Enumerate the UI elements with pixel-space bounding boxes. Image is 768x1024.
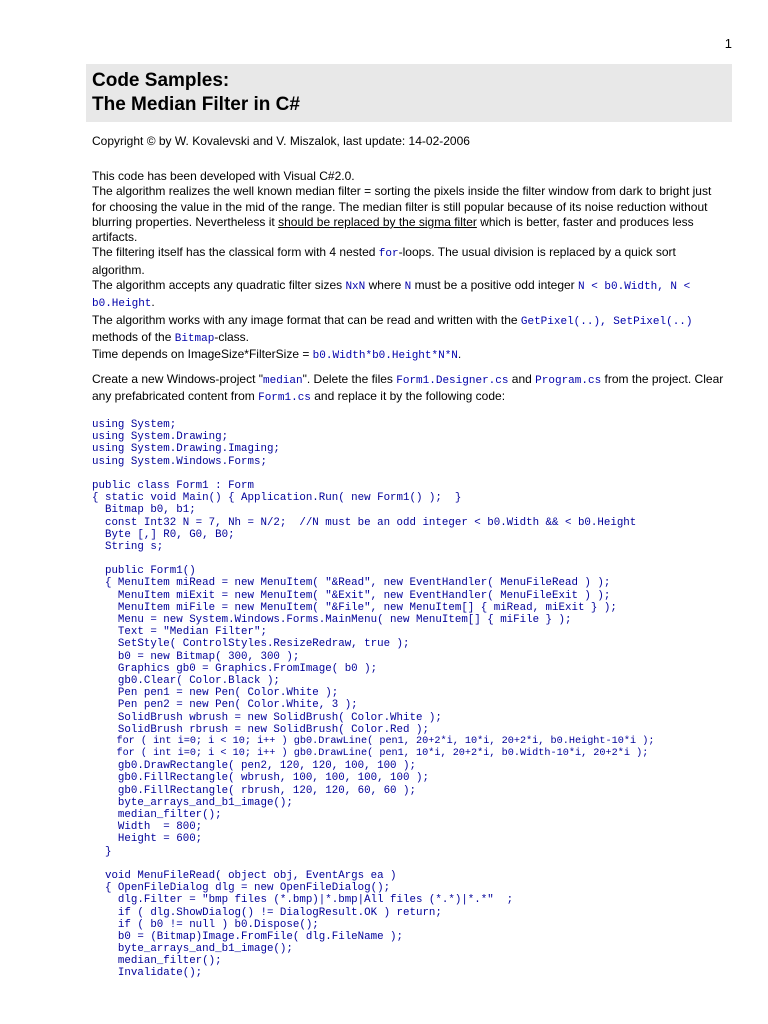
code-line: Bitmap b0, b1; <box>92 504 196 517</box>
intro-paragraph-5: The algorithm works with any image format that can be read and written with the GetPixel(..), SetPixel(..) methods of the Bitmap-class. <box>92 312 693 345</box>
code-line: String s; <box>92 540 164 553</box>
code-line: using System.Drawing.Imaging; <box>92 443 280 456</box>
code-line: for ( int i=0; i < 10; i++ ) gb0.DrawLine( pen1, 10*i, 20+2*i, b0.Width-10*i, 20+2*i ); <box>92 748 649 760</box>
code-line: byte_arrays_and_b1_image(); <box>92 796 293 809</box>
code-line: SolidBrush wbrush = new SolidBrush( Color.White ); <box>92 711 442 724</box>
sigma-filter-link[interactable]: should be replaced by the sigma filter <box>278 214 477 229</box>
code-line: Text = "Median Filter"; <box>92 626 267 639</box>
code-line: using System.Windows.Forms; <box>92 455 267 468</box>
intro-paragraph-1: This code has been developed with Visual C#2.0. <box>92 169 355 183</box>
code-line: b0 = new Bitmap( 300, 300 ); <box>92 650 300 663</box>
code-line: } <box>92 845 112 858</box>
code-line: Menu = new System.Windows.Forms.MainMenu( new MenuItem[] { miFile } ); <box>92 614 572 626</box>
code-line: dlg.Filter = "bmp files (*.bmp)|*.bmp|All files (*.*)|*.*" ; <box>92 894 514 907</box>
code-line: void MenuFileRead( object obj, EventArgs ea ) <box>92 869 397 882</box>
title-box <box>86 64 732 122</box>
code-line <box>92 468 654 480</box>
title-line-2: The Median Filter in C# <box>92 94 300 115</box>
code-line: Pen pen1 = new Pen( Color.White ); <box>92 687 339 700</box>
code-line: byte_arrays_and_b1_image(); <box>92 943 293 956</box>
code-line: Pen pen2 = new Pen( Color.White, 3 ); <box>92 699 358 712</box>
code-block <box>92 419 654 980</box>
intro-paragraph-6: Time depends on ImageSize*FilterSize = b0.Width*b0.Height*N*N. <box>92 347 462 363</box>
intro-paragraph-4: The algorithm accepts any quadratic filter sizes NxN where N must be a positive odd integer N < b0.Width, N < b0.Height. <box>92 278 691 311</box>
code-line: { OpenFileDialog dlg = new OpenFileDialog(); <box>92 882 391 895</box>
code-line: using System; <box>92 419 177 431</box>
code-line: public Form1() <box>92 565 196 578</box>
code-line: MenuItem miFile = new MenuItem( "&File", new MenuItem[] { miRead, miExit } ); <box>92 601 617 614</box>
code-line: if ( dlg.ShowDialog() != DialogResult.OK ) return; <box>92 906 442 919</box>
page-number: 1 <box>724 36 732 51</box>
instructions-paragraph: Create a new Windows-project "median". Delete the files Form1.Designer.cs and Program.cs from the project. Clear any prefabricated content from Form1.cs and replace it by the following code: <box>92 372 724 405</box>
code-line: for ( int i=0; i < 10; i++ ) gb0.DrawLine( pen1, 20+2*i, 10*i, 20+2*i, b0.Height-10*i ); <box>92 735 655 747</box>
code-line: public class Form1 : Form <box>92 479 254 492</box>
code-line: gb0.Clear( Color.Black ); <box>92 674 280 687</box>
code-line: using System.Drawing; <box>92 431 229 444</box>
code-line: MenuItem miExit = new MenuItem( "&Exit", new EventHandler( MenuFileExit ) ); <box>92 589 611 602</box>
code-line: gb0.FillRectangle( wbrush, 100, 100, 100, 100 ); <box>92 772 429 785</box>
code-line: Invalidate(); <box>92 967 203 980</box>
intro-paragraph-2: The algorithm realizes the well known median filter = sorting the pixels inside the filter window from dark to bright just for choosing the value in the mid of the range. The median filter is still popular because of its noise reduction without blurring properties. Nevertheless it should be replaced by the sigma filter which is better, faster and produces less artifacts. <box>92 184 712 245</box>
code-line: const Int32 N = 7, Nh = N/2; //N must be an odd integer < b0.Width && < b0.Height <box>92 516 637 529</box>
copyright-notice: Copyright © by W. Kovalevski and V. Miszalok, last update: 14-02-2006 <box>92 134 470 148</box>
code-line: SetStyle( ControlStyles.ResizeRedraw, true ); <box>92 638 410 651</box>
code-line: { MenuItem miRead = new MenuItem( "&Read", new EventHandler( MenuFileRead ) ); <box>92 577 611 590</box>
code-line: { static void Main() { Application.Run( new Form1() ); } <box>92 492 462 505</box>
code-line: Height = 600; <box>92 833 203 846</box>
code-line: median_filter(); <box>92 955 222 968</box>
code-line: gb0.DrawRectangle( pen2, 120, 120, 100, 100 ); <box>92 760 416 773</box>
code-line: median_filter(); <box>92 809 222 821</box>
code-line: Width = 800; <box>92 821 203 834</box>
code-line: Byte [,] R0, G0, B0; <box>92 528 235 541</box>
code-line: gb0.FillRectangle( rbrush, 120, 120, 60, 60 ); <box>92 784 416 797</box>
title-line-1: Code Samples: <box>92 70 230 91</box>
code-line: SolidBrush rbrush = new SolidBrush( Color.Red ); <box>92 723 429 736</box>
code-line: if ( b0 != null ) b0.Dispose(); <box>92 918 319 931</box>
intro-paragraph-3: The filtering itself has the classical form with 4 nested for-loops. The usual division is replaced by a quick sort algorithm. <box>92 245 676 277</box>
code-line: b0 = (Bitmap)Image.FromFile( dlg.FileName ); <box>92 930 404 943</box>
code-line: Graphics gb0 = Graphics.FromImage( b0 ); <box>92 662 378 675</box>
code-line <box>92 553 654 565</box>
intro-section <box>92 169 728 365</box>
code-line <box>92 858 654 870</box>
